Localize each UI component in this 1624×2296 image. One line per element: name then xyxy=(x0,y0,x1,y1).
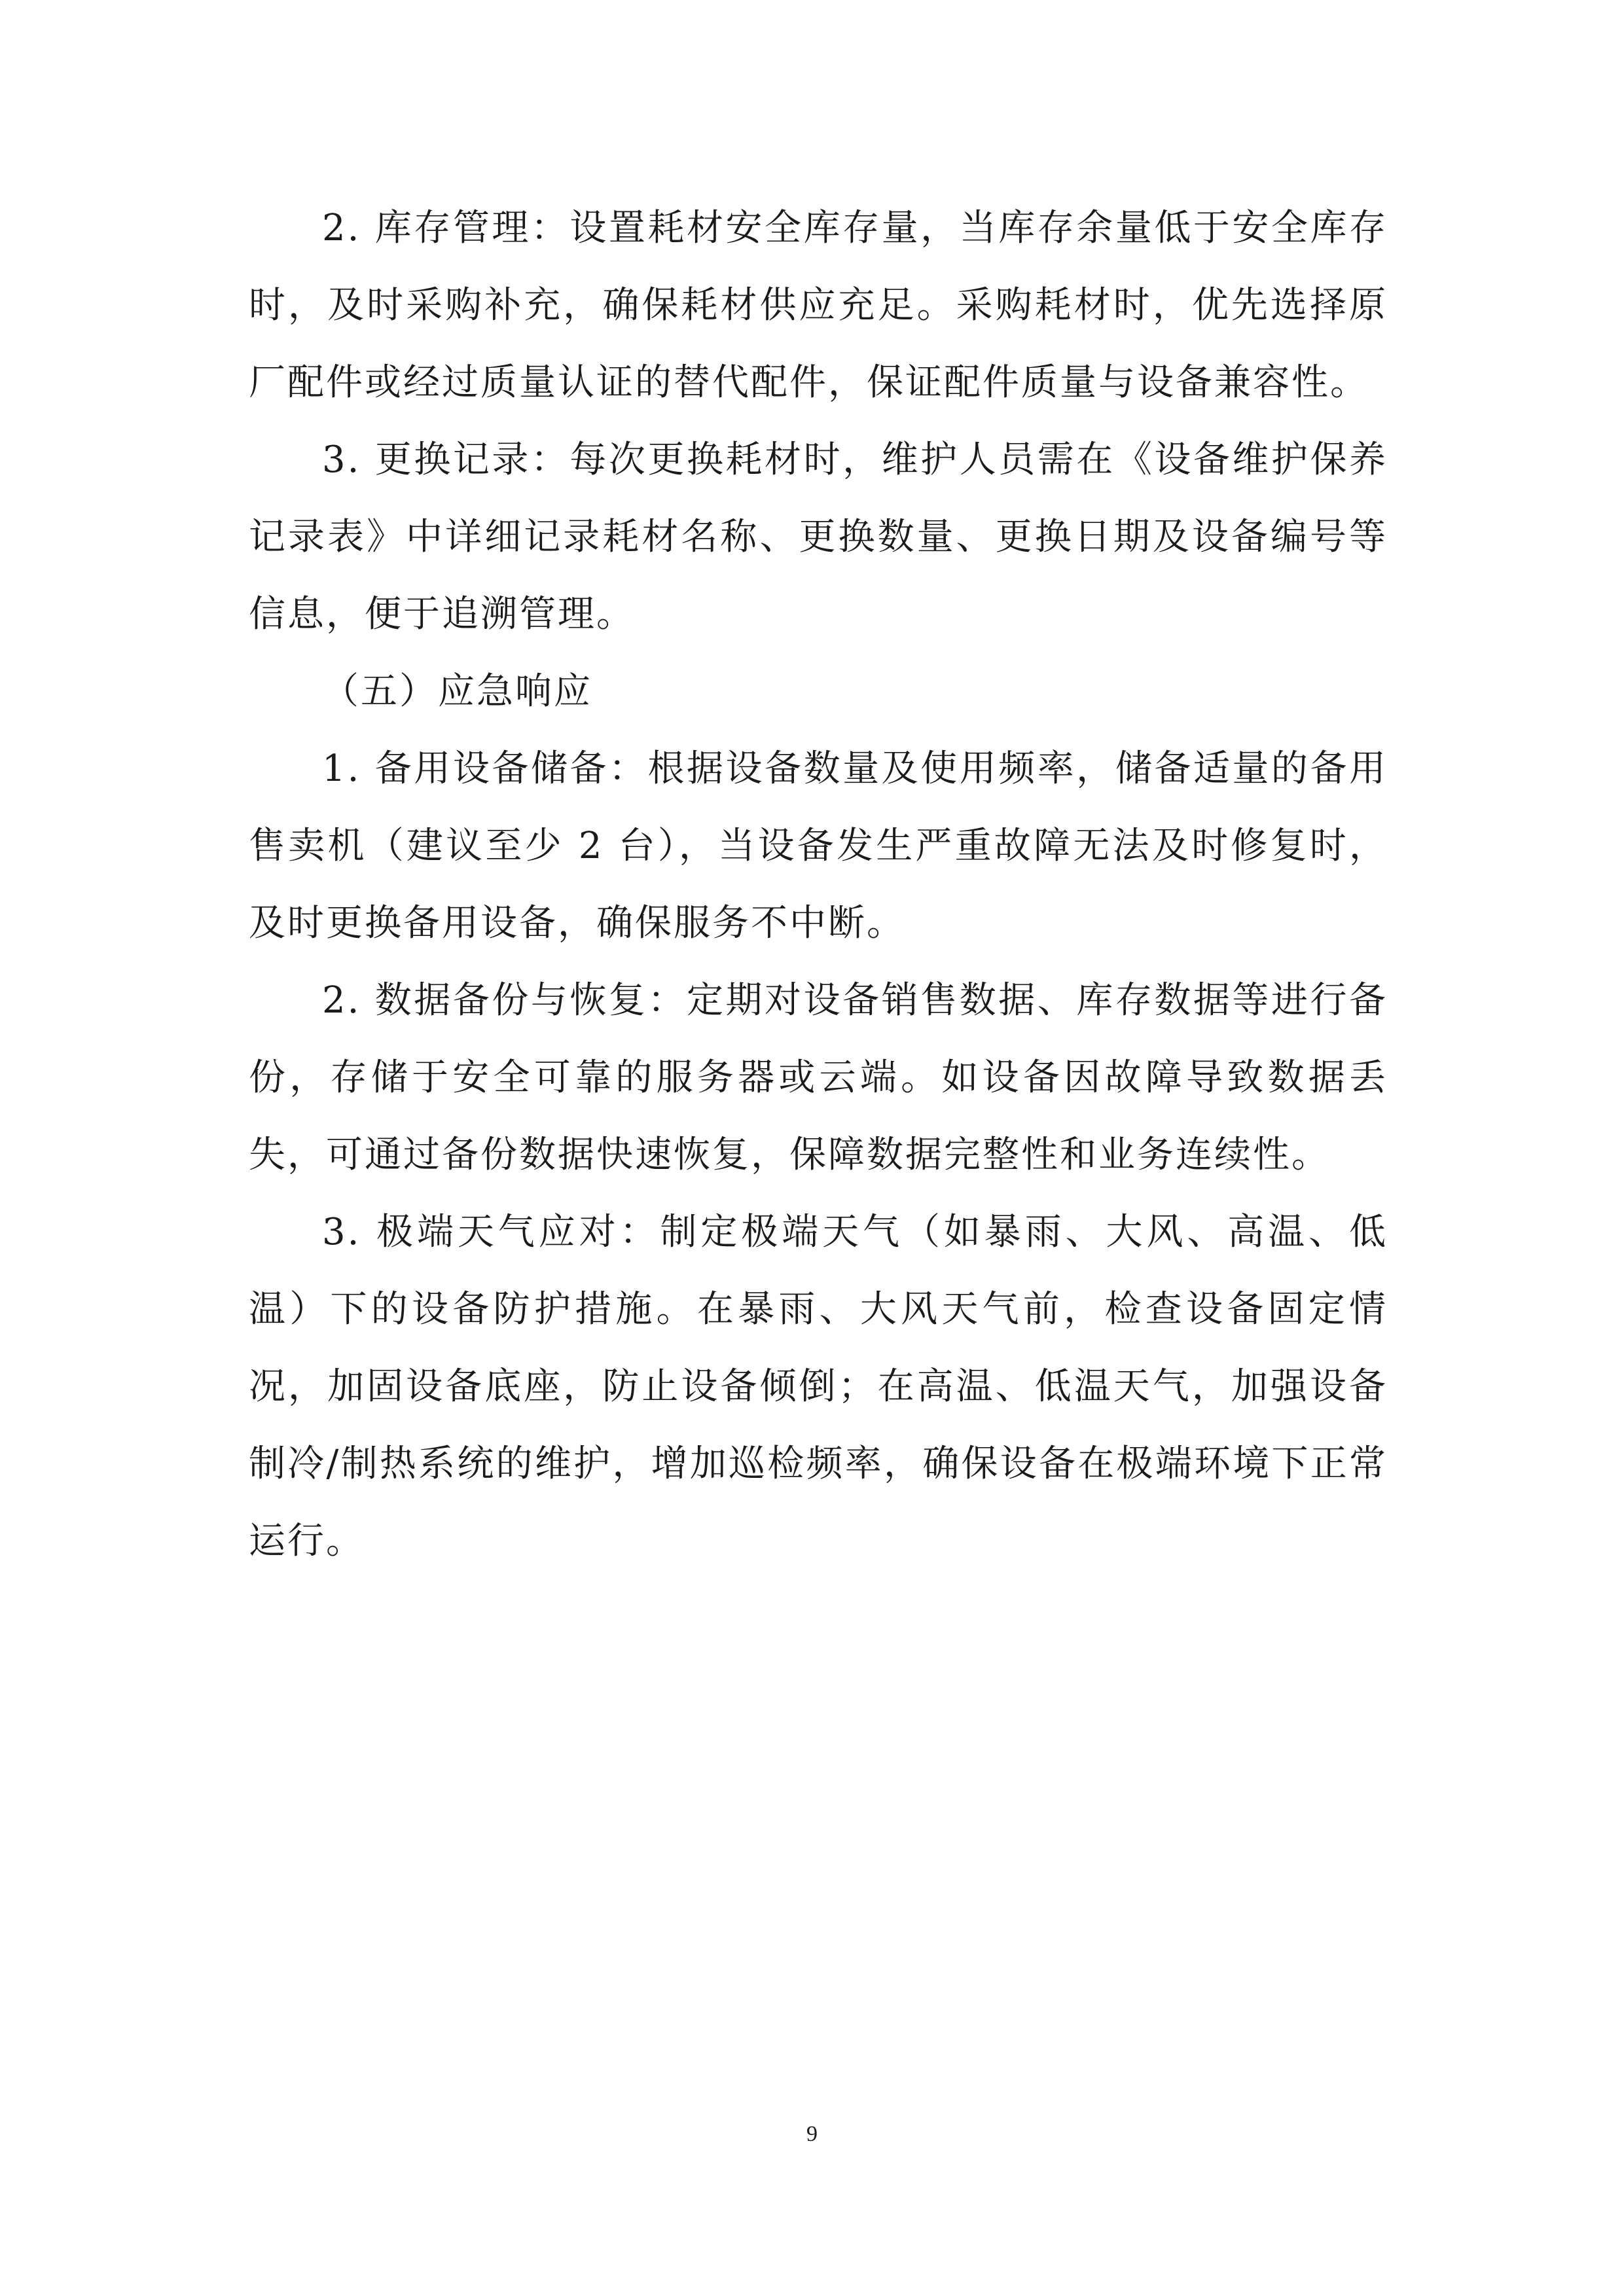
body-text xyxy=(249,190,1388,1580)
paragraph-extreme-weather: 3. 极端天气应对：制定极端天气（如暴雨、大风、高温、低温）下的设备防护措施。在暴雨、大风天气前，检查设备固定情况，加固设备底座，防止设备倾倒；在高温、低温天气，加强设备制冷/制热系统的维护，增加巡检频率，确保设备在极端环境下正常运行。 xyxy=(249,1211,1388,1562)
paragraph-backup-equipment: 1. 备用设备储备：根据设备数量及使用频率，储备适量的备用售卖机（建议至少 2 台），当设备发生严重故障无法及时修复时，及时更换备用设备，确保服务不中断。 xyxy=(249,747,1388,944)
page-number: 9 xyxy=(806,2122,818,2146)
paragraph-inventory-management: 2. 库存管理：设置耗材安全库存量，当库存余量低于安全库存时，及时采购补充，确保耗材供应充足。采购耗材时，优先选择原厂配件或经过质量认证的替代配件，保证配件质量与设备兼容性。 xyxy=(249,207,1388,404)
paragraph-replacement-records: 3. 更换记录：每次更换耗材时，维护人员需在《设备维护保养记录表》中详细记录耗材名称、更换数量、更换日期及设备编号等信息，便于追溯管理。 xyxy=(249,439,1388,636)
section-heading-emergency-response: （五）应急响应 xyxy=(322,670,592,713)
paragraph-data-backup: 2. 数据备份与恢复：定期对设备销售数据、库存数据等进行备份，存储于安全可靠的服务器或云端。如设备因故障导致数据丢失，可通过备份数据快速恢复，保障数据完整性和业务连续性。 xyxy=(249,979,1388,1176)
